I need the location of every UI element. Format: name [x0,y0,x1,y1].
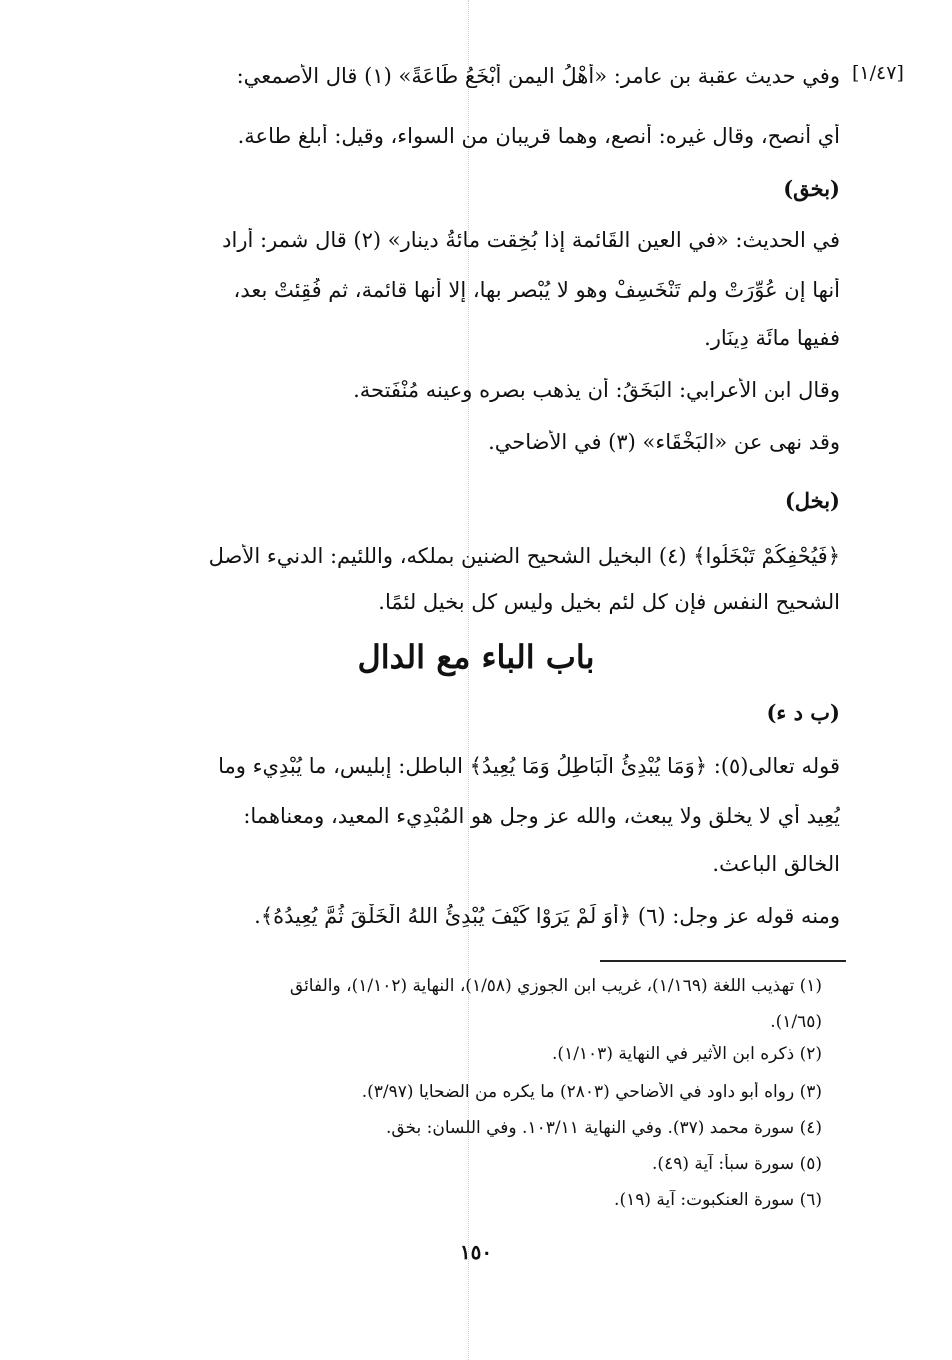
body-line: قوله تعالى(٥): ﴿وَمَا يُبْدِئُ الْبَاطِلُ وَمَا يُعِيدُ﴾ الباطل: إبليس، ما يُبْدِيء وما [218,754,840,778]
entry-heading: (بخق) [783,176,840,201]
footnote: (١/٦٥). [770,1012,822,1032]
entry-heading: (ب د ء) [766,700,840,725]
footnote-separator [600,960,846,962]
entry-heading: (بخل) [784,488,840,513]
footnote: (٤) سورة محمد (٣٧). وفي النهاية ١٠٣/١١. وفي اللسان: بخق. [385,1118,822,1138]
body-line: ومنه قوله عز وجل: (٦) ﴿أَوَ لَمْ يَرَوْا كَيْفَ يُبْدِئُ اللهُ الْخَلْقَ ثُمَّ يُعِيدُهُ﴾. [254,904,840,928]
body-line: الشحيح النفس فإن كل لئم بخيل وليس كل بخيل لئمًا. [378,590,840,614]
footnote: (٦) سورة العنكبوت: آية (١٩). [614,1190,822,1210]
body-line: أنها إن عُوِّرَتْ ولم تَنْخَسِفْ وهو لا يُبْصر بها، إلا أنها قائمة، ثم فُقِئتْ بعد، [233,278,840,302]
footnote: (١) تهذيب اللغة (١/١٦٩)، غريب ابن الجوزي (١/٥٨)، النهاية (١/١٠٢)، والفائق [289,976,822,996]
body-line: الخالق الباعث. [712,852,840,876]
page-reference-marker: [١/٤٧] [852,62,904,84]
page-number: ١٥٠ [459,1240,493,1264]
footnote: (٢) ذكره ابن الأثير في النهاية (١/١٠٣). [552,1044,822,1064]
body-line: ﴿فَيُحْفِكُمْ تَبْخَلُوا﴾ (٤) البخيل الشحيح الضنين بملكه، واللئيم: الدنيء الأصل [208,544,840,568]
body-line: وقد نهى عن «البَخْقَاء» (٣) في الأضاحي. [488,430,840,454]
chapter-title: باب الباء مع الدال [357,638,595,676]
body-line: ففيها مائَة دِينَار. [704,326,840,350]
body-line: أي أنصح، وقال غيره: أنصع، وهما قريبان من السواء، وقيل: أبلغ طاعة. [237,124,840,148]
footnote: (٣) رواه أبو داود في الأضاحي (٢٨٠٣) ما يكره من الضحايا (٣/٩٧). [361,1082,822,1102]
body-line: وفي حديث عقبة بن عامر: «أَهْلُ اليمن أَبْخَعُ طَاعَةً» (١) قال الأصمعي: [236,64,840,88]
body-line: في الحديث: «في العين القَائمة إذا بُخِقت مائةُ دينار» (٢) قال شمر: أراد [222,228,840,252]
body-line: وقال ابن الأعرابي: البَخَقُ: أن يذهب بصره وعينه مُنْفَتحة. [353,378,840,402]
body-line: يُعِيد أي لا يخلق ولا يبعث، والله عز وجل هو المُبْدِيء المعيد، ومعناهما: [243,804,840,828]
footnote: (٥) سورة سبأ: آية (٤٩). [652,1154,822,1174]
